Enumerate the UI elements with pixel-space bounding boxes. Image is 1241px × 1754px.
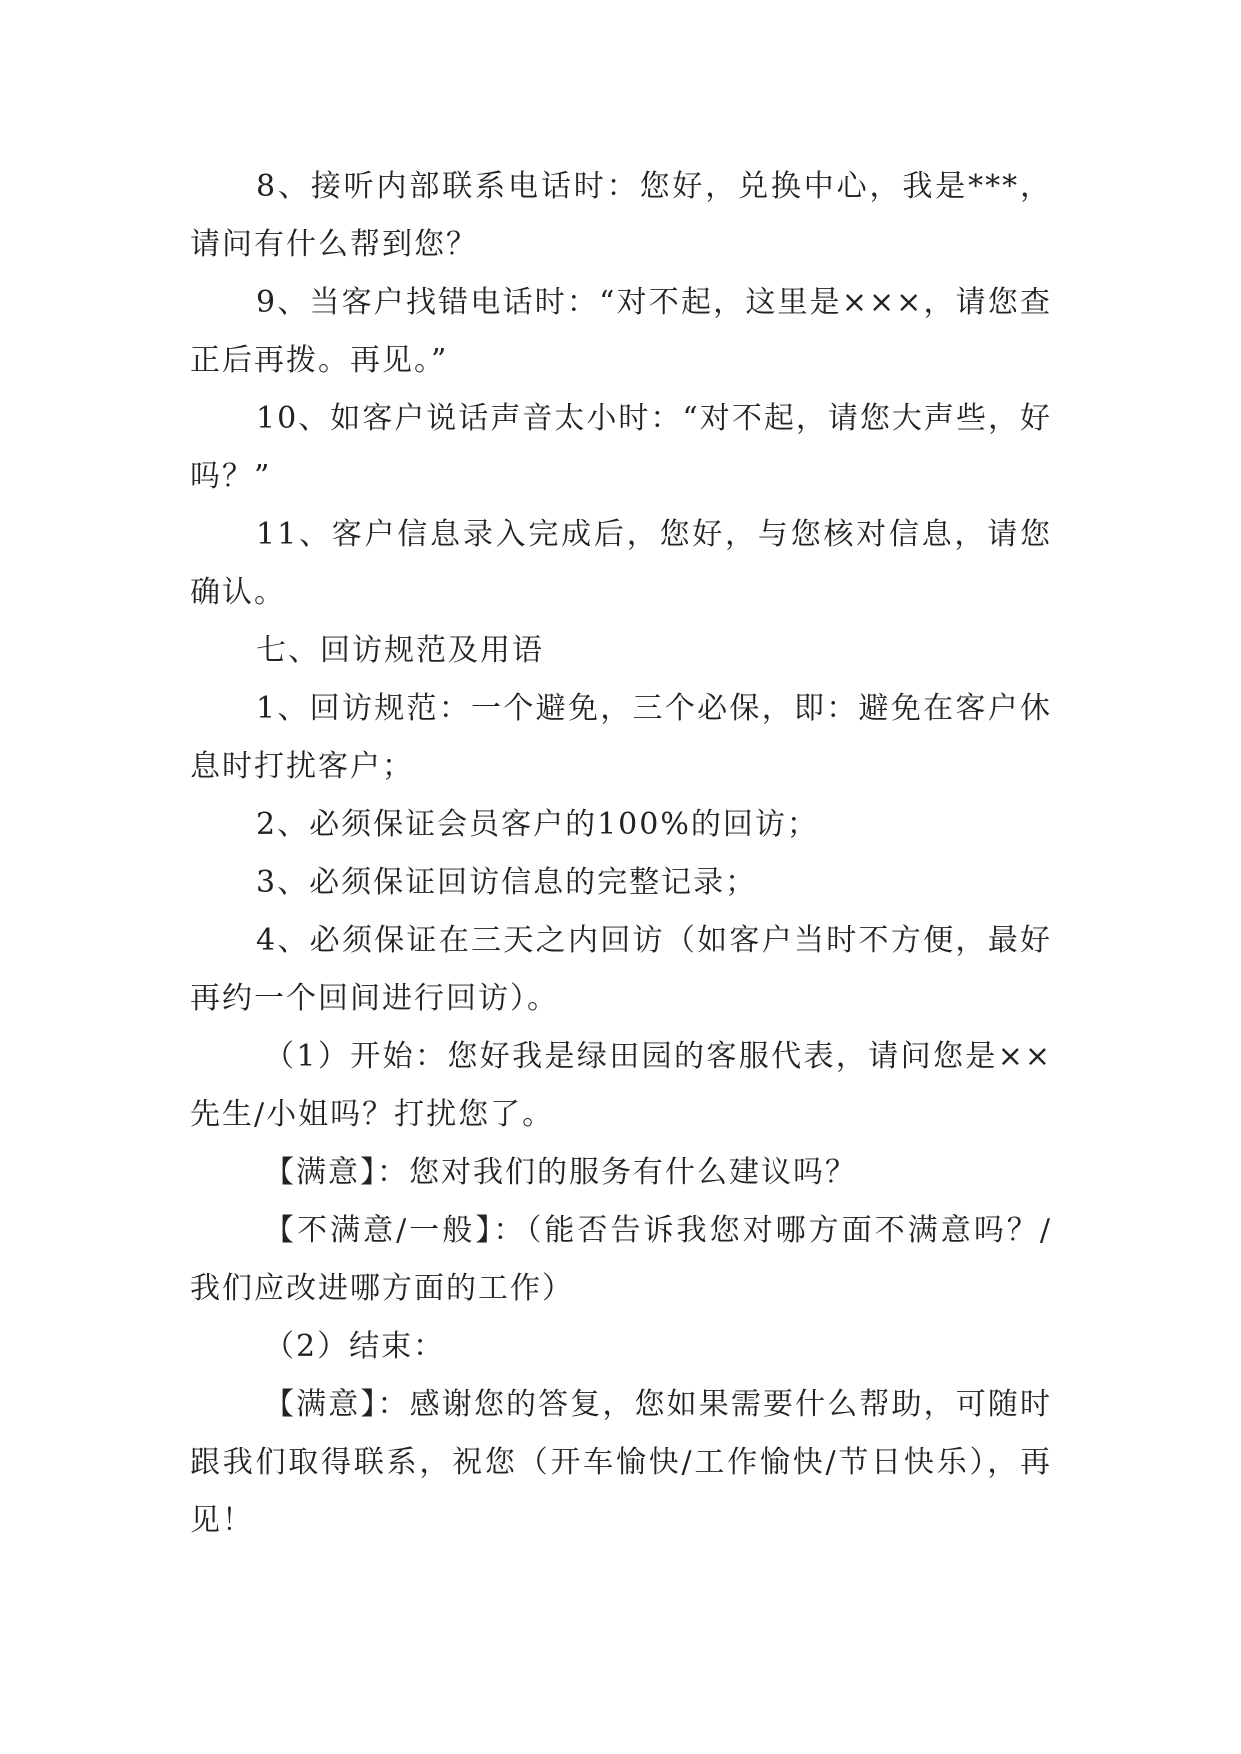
paragraph-item-8: 8、接听内部联系电话时：您好，兑换中心，我是***，请问有什么帮到您？: [190, 169, 1052, 262]
paragraph-item-11: 11、客户信息录入完成后，您好，与您核对信息，请您确认。: [190, 517, 1052, 610]
paragraph-rule-4: 4、必须保证在三天之内回访（如客户当时不方便，最好再约一个回间进行回访）。: [190, 923, 1052, 1016]
document-body: [190, 158, 1052, 1550]
paragraph-start-script: （1）开始：您好我是绿田园的客服代表，请问您是××先生/小姐吗？打扰您了。: [190, 1039, 1052, 1132]
paragraph-rule-2: 2、必须保证会员客户的100%的回访；: [256, 807, 819, 842]
paragraph-end-script: 【满意】：感谢您的答复，您如果需要什么帮助，可随时跟我们取得联系，祝您（开车愉快/工作愉快/节日快乐），再见！: [190, 1387, 1052, 1538]
paragraph-unsatisfied-question: 【不满意/一般】：（能否告诉我您对哪方面不满意吗？/我们应改进哪方面的工作）: [190, 1213, 1052, 1306]
paragraph-item-10: 10、如客户说话声音太小时：“对不起，请您大声些，好吗？”: [190, 401, 1052, 494]
section-heading: 七、回访规范及用语: [256, 633, 544, 668]
paragraph-rule-3: 3、必须保证回访信息的完整记录；: [256, 865, 758, 900]
paragraph-end-heading: （2）结束：: [264, 1329, 446, 1364]
paragraph-item-9: 9、当客户找错电话时：“对不起，这里是×××，请您查正后再拨。再见。”: [190, 285, 1052, 378]
paragraph-rule-1: 1、回访规范：一个避免，三个必保，即：避免在客户休息时打扰客户；: [190, 691, 1052, 784]
paragraph-satisfied-question: 【满意】：您对我们的服务有什么建议吗？: [264, 1155, 857, 1190]
